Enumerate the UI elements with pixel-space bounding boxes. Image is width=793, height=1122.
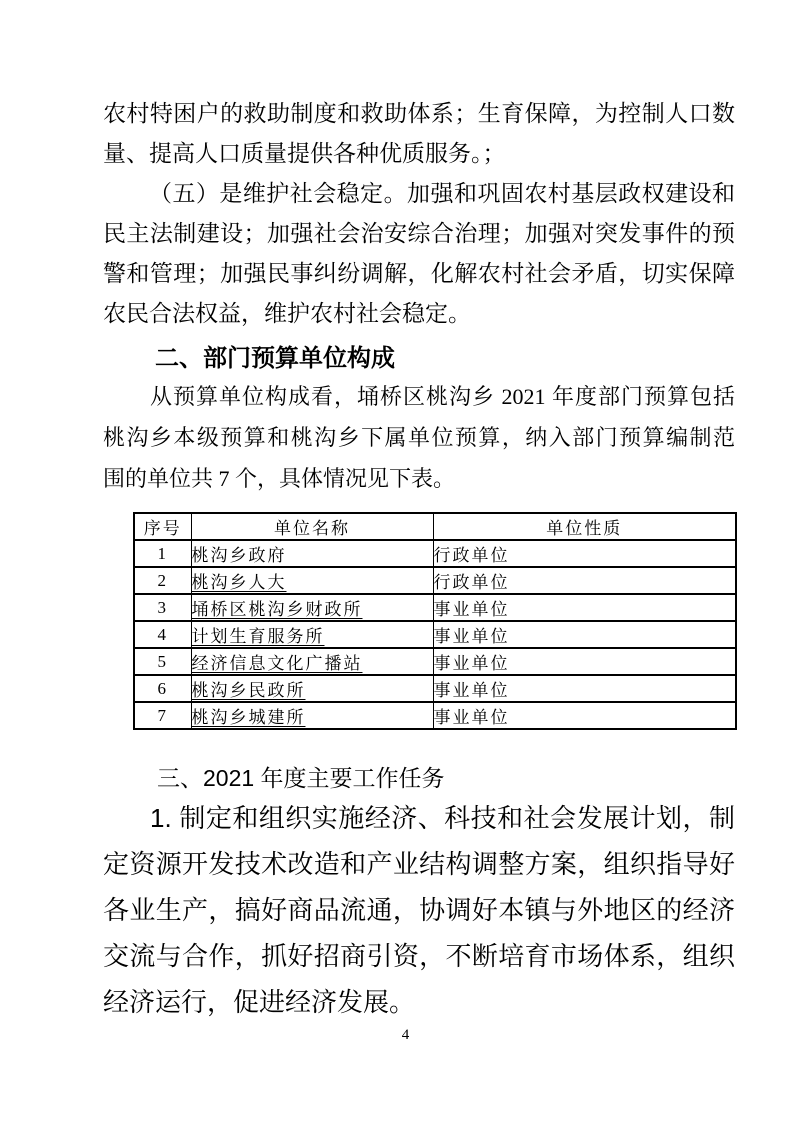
unit-type-cell: 行政单位 (433, 567, 736, 594)
serial-cell: 5 (134, 648, 191, 675)
paragraph-line: 警和管理；加强民事纠纷调解，化解农村社会矛盾，切实保障 (103, 260, 735, 286)
units-table (133, 512, 737, 730)
header-serial: 序号 (134, 513, 191, 540)
table-row (134, 621, 736, 648)
unit-type-cell: 事业单位 (433, 675, 736, 702)
paragraph-line: 围的单位共 7 个，具体情况见下表。 (103, 466, 456, 491)
paragraph-line: 量、提高人口质量提供各种优质服务。； (103, 140, 506, 166)
paragraph-line: 桃沟乡本级预算和桃沟乡下属单位预算，纳入部门预算编制范 (103, 425, 735, 450)
serial-cell: 4 (134, 621, 191, 648)
table-row (134, 594, 736, 621)
serial-cell: 3 (134, 594, 191, 621)
paragraph-tail (103, 93, 735, 173)
table-row (134, 702, 736, 729)
units-table-container (133, 512, 737, 730)
unit-type-cell: 行政单位 (433, 540, 736, 567)
unit-name-cell: 桃沟乡城建所 (191, 702, 433, 729)
paragraph-line: 交流与合作，抓好招商引资，不断培育市场体系，组织 (103, 941, 735, 971)
section2-heading: 二、部门预算单位构成 (155, 345, 395, 372)
paragraph-line: 农民合法权益，维护农村社会稳定。 (103, 300, 471, 326)
paragraph-line: （五）是维护社会稳定。加强和巩固农村基层政权建设和 (149, 180, 735, 206)
header-unit-type: 单位性质 (433, 513, 736, 540)
serial-cell: 7 (134, 702, 191, 729)
paragraph-line: 各业生产，搞好商品流通，协调好本镇与外地区的经济 (103, 895, 735, 925)
section3-paragraph (103, 795, 735, 1025)
serial-cell: 6 (134, 675, 191, 702)
paragraph-line: 民主法制建设；加强社会治安综合治理；加强对突发事件的预 (103, 220, 735, 246)
unit-name-cell: 桃沟乡政府 (191, 540, 433, 567)
paragraph-line: 1. 制定和组织实施经济、科技和社会发展计划，制 (150, 803, 735, 833)
serial-cell: 2 (134, 567, 191, 594)
unit-name-cell: 桃沟乡人大 (191, 567, 433, 594)
table-row (134, 540, 736, 567)
paragraph-line: 农村特困户的救助制度和救助体系；生育保障，为控制人口数 (103, 100, 735, 126)
paragraph-line: 从预算单位构成看，埇桥区桃沟乡 2021 年度部门预算包括 (150, 384, 735, 409)
unit-name-cell: 桃沟乡民政所 (191, 675, 433, 702)
paragraph-line: 定资源开发技术改造和产业结构调整方案，组织指导好 (103, 849, 735, 879)
unit-type-cell: 事业单位 (433, 594, 736, 621)
unit-type-cell: 事业单位 (433, 621, 736, 648)
header-unit-name: 单位名称 (191, 513, 433, 540)
unit-name-cell: 计划生育服务所 (191, 621, 433, 648)
table-row (134, 567, 736, 594)
serial-cell: 1 (134, 540, 191, 567)
table-row (134, 675, 736, 702)
table-header-row (134, 513, 736, 540)
table-row (134, 648, 736, 675)
unit-name-cell: 经济信息文化广播站 (191, 648, 433, 675)
unit-type-cell: 事业单位 (433, 702, 736, 729)
unit-name-cell: 埇桥区桃沟乡财政所 (191, 594, 433, 621)
page-number: 4 (401, 1027, 410, 1043)
paragraph-item5 (103, 173, 735, 333)
section2-paragraph (103, 376, 735, 499)
unit-type-cell: 事业单位 (433, 648, 736, 675)
paragraph-line: 经济运行，促进经济发展。 (103, 987, 416, 1017)
section3-heading: 三、2021 年度主要工作任务 (157, 765, 445, 791)
